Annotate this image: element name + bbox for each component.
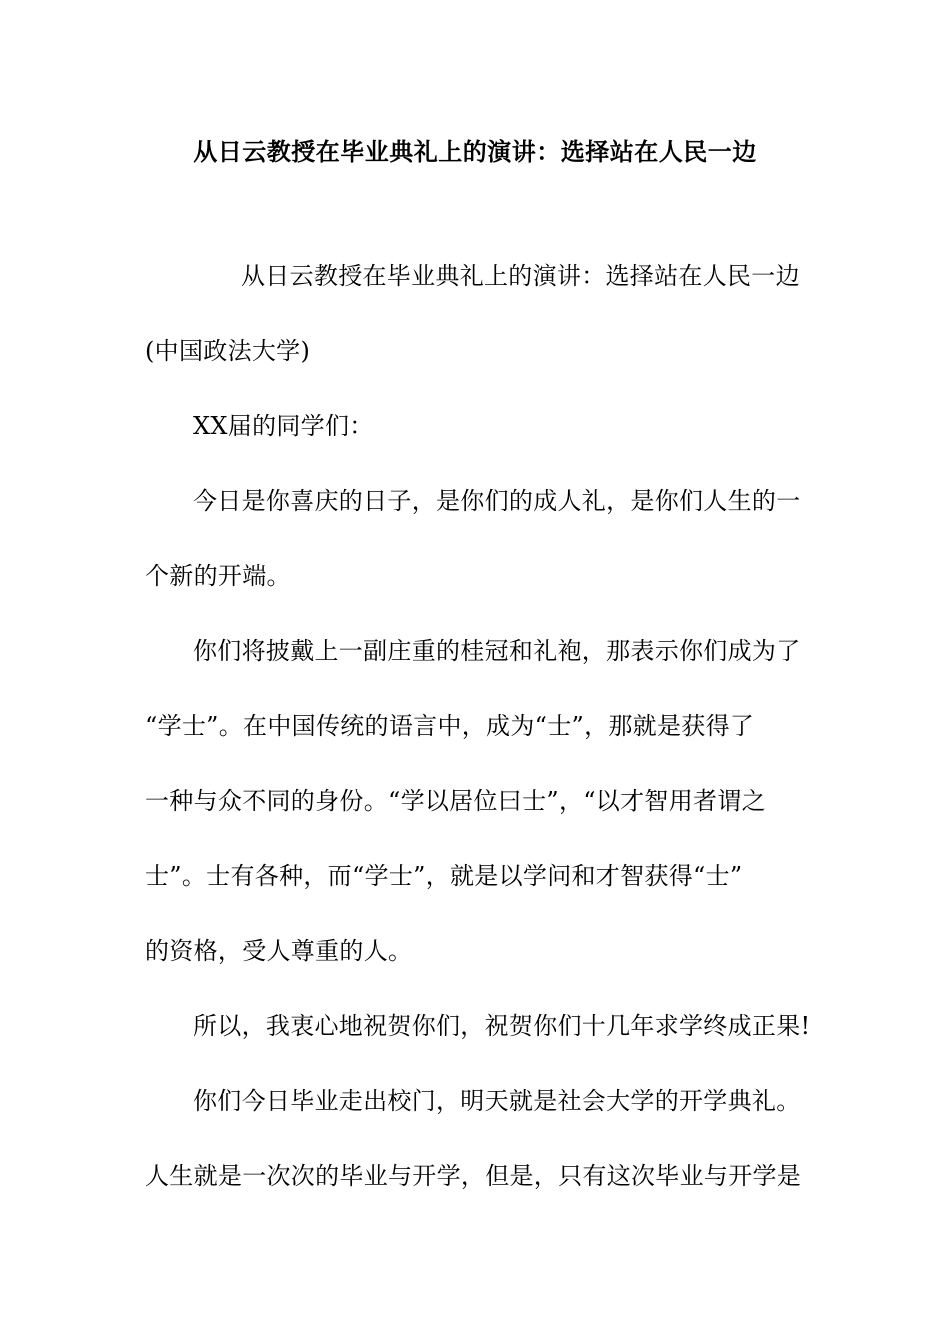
body-line: 的资格，受人尊重的人。	[145, 937, 413, 965]
document-title: 从日云教授在毕业典礼上的演讲：选择站在人民一边	[193, 138, 757, 166]
body-line: 今日是你喜庆的日子，是你们的成人礼，是你们人生的一	[193, 487, 801, 515]
body-line: 士”。士有各种，而“学士”，就是以学问和才智获得“士”	[145, 862, 743, 890]
body-line: 所以，我衷心地祝贺你们，祝贺你们十几年求学终成正果!	[193, 1012, 811, 1040]
body-line: 人生就是一次次的毕业与开学，但是，只有这次毕业与开学是	[145, 1162, 802, 1190]
body-line-salutation: XX届的同学们：	[193, 412, 374, 440]
body-line: 一种与众不同的身份。“学以居位曰士”，“以才智用者谓之	[145, 787, 766, 815]
body-line: “学士”。在中国传统的语言中，成为“士”，那就是获得了	[145, 712, 755, 740]
body-line: 个新的开端。	[145, 562, 291, 590]
body-line-affiliation: (中国政法大学)	[145, 337, 311, 365]
body-line: 你们将披戴上一副庄重的桂冠和礼袍，那表示你们成为了	[193, 637, 801, 665]
body-line-subtitle: 从日云教授在毕业典礼上的演讲：选择站在人民一边	[241, 262, 800, 290]
body-line: 你们今日毕业走出校门，明天就是社会大学的开学典礼。	[193, 1087, 801, 1115]
